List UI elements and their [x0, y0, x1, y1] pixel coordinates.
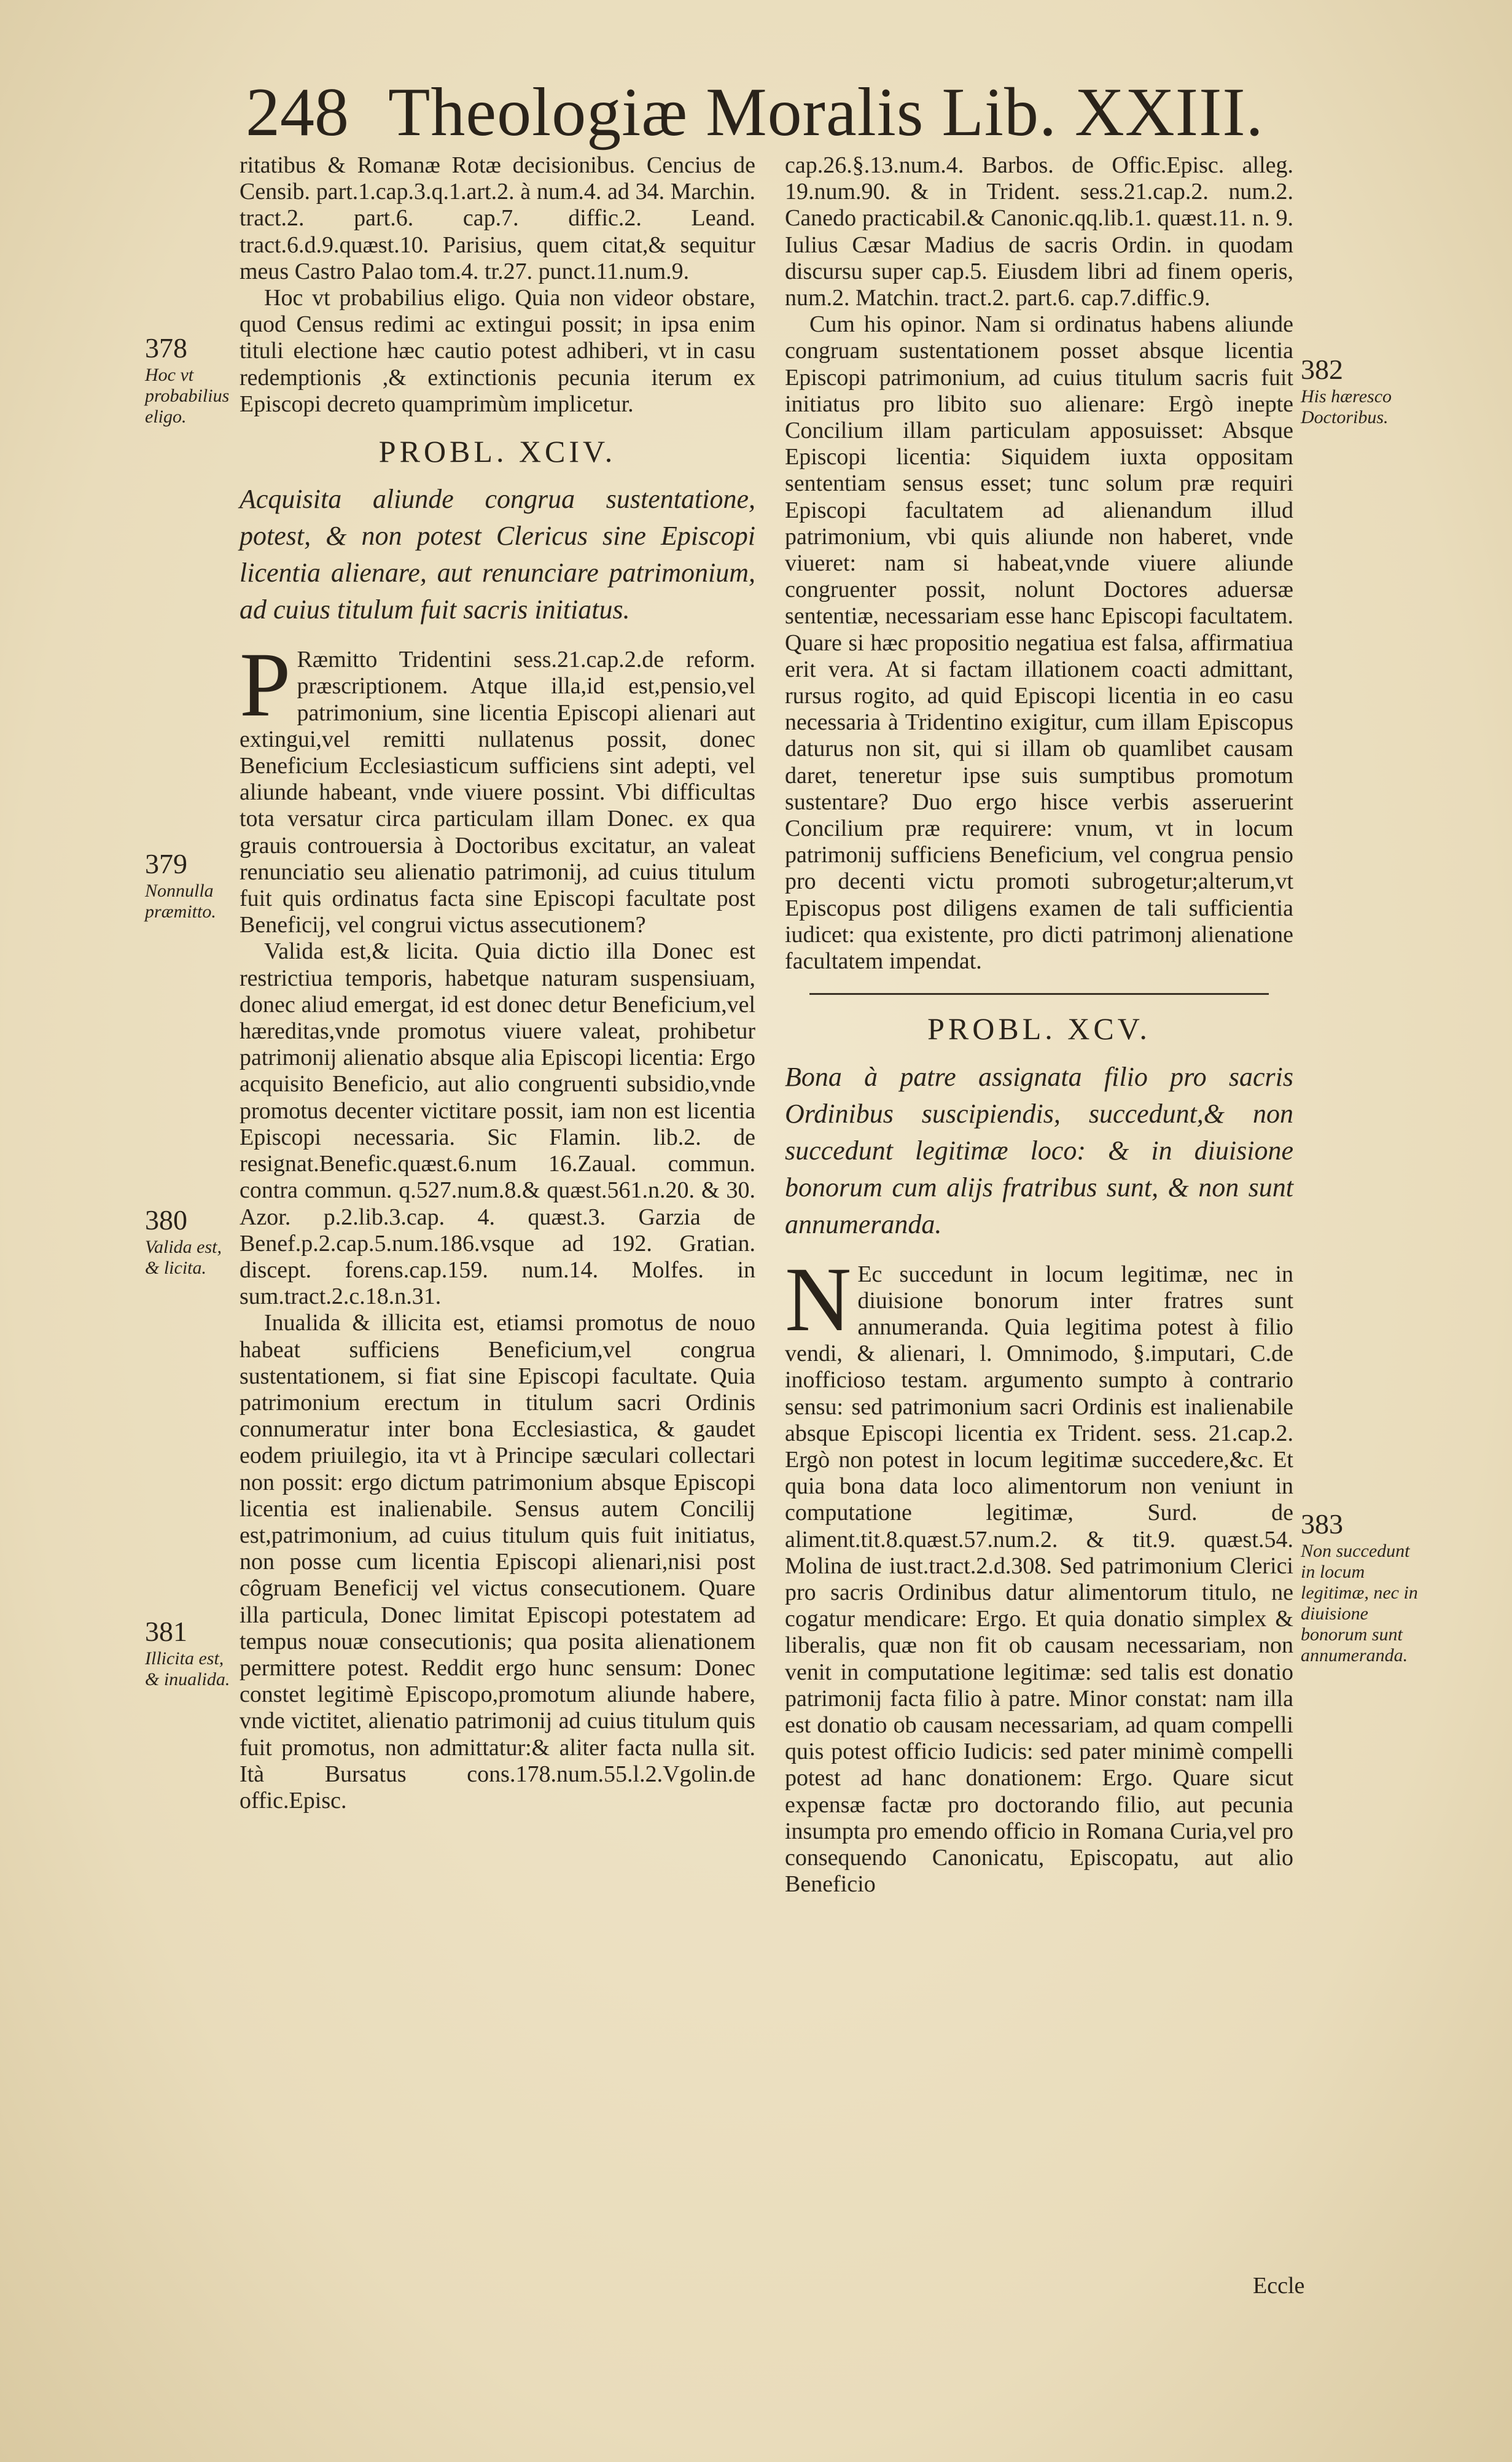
margin-note-379: 379 Nonnulla præmitto. [145, 848, 216, 922]
paragraph-382: Cum his opinor. Nam si ordinatus habens aliunde congruam sustentationem posset absque licentia Episcopi patrimonium, ad cuius titulum sacris fuit initiatus pro libito suo alienare: Ergò inepte Concilium illam particulam apposuisset: Absque Episcopi licentia: Siquidem iuxta oppositam sententiam sensus esset; tunc solum præ requiri Episcopi facultatem ad alienandum illud patrimonium, vbi quis aliunde non haberet, vnde viueret: nam si habeat,vnde viuere aliunde congruenter possit, nolunt Doctores aduersæ sententiæ, necessariam esse hanc Episcopi facultatem. Quare si hæc propositio negatiua est falsa, affirmatiua erit vera. At si factam illationem coacti admittant, rursus rogito, ad quid Episcopi licentia in eo casu necessaria à Tridentino exigitur, cum illam Episcopus daturus non sit, qui si illam ob quamlibet causam daret, teneretur ipse suis sumptibus promotum sustentare? Duo ergo hisce verbis asseruerint Concilium præ requirere: vnum, vt in locum patrimonij sufficiens Beneficium, vel congrua pensio pro decenti victu promoti subrogetur;alterum,vt Episcopus post diligens examen de tali sufficientia iudicet: qua existente, pro dicti patrimonj alienatione facultatem impendat. [785, 311, 1293, 975]
drop-cap: N [785, 1248, 852, 1350]
left-column [240, 152, 755, 1814]
margin-note-383: 383 Non succedunt in locum legitimæ, nec in diuisione bonorum sunt annumeranda. [1301, 1508, 1418, 1665]
margin-note-382: 382 His hæresco Doctoribus. [1301, 354, 1392, 427]
paragraph-378: Hoc vt probabilius eligo. Quia non videor obstare, quod Census redimi ac extingui possit; in ipsa enim tituli electione hæc cautio potest adhiberi, vt in casu redemptionis ,& extinctionis pecunia iterum ex Episcopi decreto quamprimùm implicetur. [240, 285, 755, 417]
problem-subtitle-95: Bona à patre assignata filio pro sacris Ordinibus suscipiendis, succedunt,& non succedunt legitimæ loco: & in diuisione bonorum cum alijs fratribus sunt, & non sunt annumeranda. [785, 1061, 1293, 1239]
margin-note-378: 378 Hoc vt probabilius eligo. [145, 332, 230, 427]
problem-title-94: PROBL. XCIV. [378, 434, 617, 469]
section-divider [809, 993, 1269, 995]
paragraph-381: Inualida & illicita est, etiamsi promotus de nouo habeat sufficiens Beneficium,vel congrua sustentationem, si fiat sine Episcopi facultate. Quia patrimonium erectum in titulum sacri Ordinis connumeratur inter bona Ecclesiastica, & gaudet eodem priuilegio, ita vt à Principe sæculari collectari non possit: ergo dictum patrimonium absque Episcopi licentia est inalienabile. Sensus autem Concilij est,patrimonium, ad cuius titulum quis fuit initiatus, non posse cum licentia Episcopi alienari,nisi post côgruam Beneficij vel victus consecutionem. Quare illa particula, Donec limitat Episcopi potestatem ad tempus nouæ consecutionis; qua posita alienationem permittere potest. Reddit ergo hunc sensum: Donec constet legitimè Episcopo,promotum aliunde habere, vnde victitet, alienatio patrimonij ad cuius titulum quis fuit promotus, non admittatur:& aliter facta nulla sit. Ità Bursatus cons.178.num.55.l.2.Vgolin.de offic.Episc. [240, 1310, 755, 1813]
running-title: Theologiæ Moralis Lib. XXIII. [388, 74, 1264, 150]
paragraph-380: Valida est,& licita. Quia dictio illa Donec est restrictiua temporis, habetque naturam suspensiuam, donec aliud emergat, id est donec detur Beneficium,vel hæreditas,vnde promotus viuere valeat, prohibetur patrimonij alienatio absque alia Episcopi licentia: Ergo acquisito Beneficio, aut alio congruenti subsidio,vnde promotus decenter victitare possit, iam non est licentia Episcopi necessaria. Sic Flamin. lib.2. de resignat.Benefic.quæst.6.num 16.Zaual. commun. contra commun. q.527.num.8.& quæst.561.n.20. & 30. Azor. p.2.lib.3.cap. 4. quæst.3. Garzia de Benef.p.2.cap.5.num.186.vsque ad 192. Gratian. discept. forens.cap.159. num.14. Molfes. in sum.tract.2.c.18.n.31. [240, 938, 755, 1310]
paragraph-intro: ritatibus & Romanæ Rotæ decisionibus. Cencius de Censib. part.1.cap.3.q.1.art.2. à num.4. ad 34. Marchin. tract.2. part.6. cap.7. diffic.2. Leand. tract.6.d.9.quæst.10. Parisius, quem citat,& sequitur meus Castro Palao tom.4. tr.27. punct.11.num.9. [240, 152, 755, 284]
page-number: 248 [246, 74, 349, 150]
paragraph-379: P Ræmitto Tridentini sess.21.cap.2.de reform. præscriptionem. Atque illa,id est,pensio,vel patrimonium, sine licentia Episcopi alienari aut extingui,vel remitti nullatenus possit, donec Beneficium Ecclesiasticum sufficiens sint adepti, vel aliunde habeant, vnde viuere possint. Vbi difficultas tota versatur circa particulam illam Donec. ex qua grauis controuersia à Doctoribus excitatur, an valeat renunciatio seu alienatio patrimonij, ad cuius titulum fuit quis ordinatus facta sine Episcopi facultate post Beneficij, vel congrui victus assecutionem? [240, 634, 755, 938]
paragraph-383: N Ec succedunt in locum legitimæ, nec in diuisione bonorum inter fratres sunt annumeranda. Quia legitima potest à filio vendi, & alienari, l. Omnimodo, §.imputari, C.de inofficioso testam. argumento sumpto à contrario sensu: sed patrimonium sacri Ordinis est inalienabile absque Episcopi licentia ex Trident. sess. 21.cap.2. Ergò non potest in locum legitimæ succedere,&c. Et quia bona data loco alimentorum non veniunt in computatione legitimæ, Surd. de aliment.tit.8.quæst.57.num.2. & tit.9. quæst.54. Molina de iust.tract.2.d.308. Sed patrimonium Clerici pro sacris Ordinibus datur alimentorum titulo, ne cogatur mendicare: Ergo. Et quia donatio simplex & liberalis, quæ non fit ob causam necessariam, non venit in computatione legitimæ: sed talis est donatio patrimonij facta filio à patre. Minor constat: nam illa est donatio ob causam necessariam, ad quam compelli quis potest officio Iudicis: sed pater minimè compelli potest ad hanc donationem: Ergo. Quare sicut expensæ factæ pro doctorando filio, aut pecunia insumpta pro emendo officio in Romana Curia,vel pro consequendo Canonicatu, Episcopatu, aut alio Beneficio [785, 1248, 1293, 1898]
margin-note-380: 380 Valida est, & licita. [145, 1204, 222, 1278]
problem-subtitle-94: Acquisita aliunde congrua sustentatione, potest, & non potest Clericus sine Episcopi licentia alienare, aut renunciare patrimonium, ad cuius titulum fuit sacris initiatus. [240, 484, 755, 625]
drop-cap: P [240, 634, 291, 736]
running-header [246, 72, 1290, 152]
right-column [785, 152, 1293, 1898]
paragraph-top-citations: cap.26.§.13.num.4. Barbos. de Offic.Episc. alleg. 19.num.90. & in Trident. sess.21.cap.2. num.2. Canedo practicabil.& Canonic.qq.lib.1. quæst.11. n. 9. Iulius Cæsar Madius de sacris Ordin. in quodam discursu super cap.5. Eiusdem libri ad finem operis, num.2. Matchin. tract.2. part.6. cap.7.diffic.9. [785, 152, 1293, 311]
problem-title-95: PROBL. XCV. [927, 1011, 1151, 1046]
margin-note-381: 381 Illicita est, & inualida. [145, 1616, 230, 1689]
catchword: Eccle [1253, 2273, 1305, 2299]
